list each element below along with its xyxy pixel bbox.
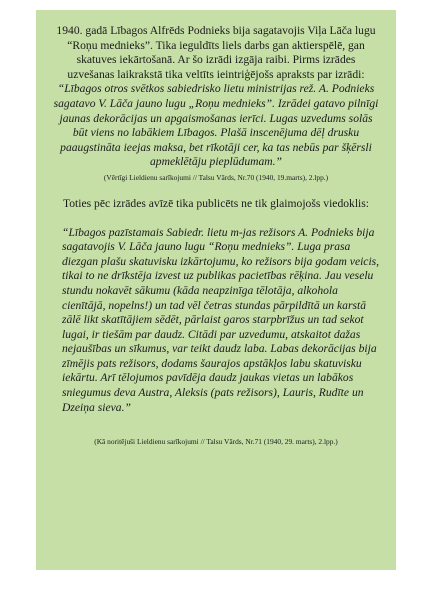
- first-quote: “Lībagos otros svētkos sabiedrisko lietu ministrijas rež. A. Podnieks sagatavo V. Lāča jauno lugu „Roņu mednieks”. Izrādei gatavo pilnīgi jaunas dekorācijas un apgaismošanas ierīci. Lugas uzvedums solās būt viens no labākiem Lībagos. Plašā inscenējuma dēļ drusku paaugstināta ieejas maksa, bet rīkotāji cer, ka tas nebūs par šķērsli apmeklētāju pieplūdumam.”: [53, 82, 379, 169]
- first-source-citation: (Vērtīgi Lieldienu sarīkojumi // Talsu Vārds, Nr.70 (1940, 19.marts), 2.lpp.): [103, 172, 329, 182]
- second-quote: “Lībagos pazīstamais Sabiedr. lietu m-jas režisors A. Podnieks bija sagatavojis V. Lāča jauno lugu “Roņu mednieks”. Luga prasa diezgan plašu skatuvisku izkārtojumu, ko režisors bija godam veicis, tikai to ne drīkstēja izvest uz publikas pacietības rēķina. Jau veselu stundu nokavēt sākumu (kāda neapzinīga tēlotāja, alkohola cienītājā, nopelns!) un tad vēl četras stundas pārpildītā un karstā zālē likt skatītājiem sēdēt, pārlaist garos starpbrīžus un tad sekot lugai, ir tiešām par daudz. Citādi par uzvedumu, atskaitot dažas nejaušības un sīkumus, var teikt daudz laba. Labas dekorācijas bija zīmējis pats režisors, dodams šaurajos apstākļos labu skatuvisku iekārtu. Arī tēlojumos pavīdēja daudz jaukas vietas un labākos sniegumus deva Austra, Aleksis (pats režisors), Lauris, Rudīte un Dzeiņa sieva.”: [62, 225, 380, 414]
- article-card: [36, 10, 396, 570]
- intro-paragraph: 1940. gadā Lībagos Alfrēds Podnieks bija sagatavojis Viļa Lāča lugu “Roņu mednieks”. Tika ieguldīts liels darbs gan aktierspēlē, gan skatuves iekārtošanā. Ar šo izrādi izgāja raibi. Pirms izrādes uzvešanas laikrakstā tika veltīts ieintriģējošs apraksts par izrādi:: [56, 24, 376, 81]
- middle-paragraph: Toties pēc izrādes avīzē tika publicēts ne tik glaimojošs viedoklis:: [62, 196, 370, 210]
- second-source-citation: (Kā noritējuši Lieldienu sarīkojumi // Talsu Vārds, Nr.71 (1940, 29. marts), 2.lpp.): [94, 437, 338, 447]
